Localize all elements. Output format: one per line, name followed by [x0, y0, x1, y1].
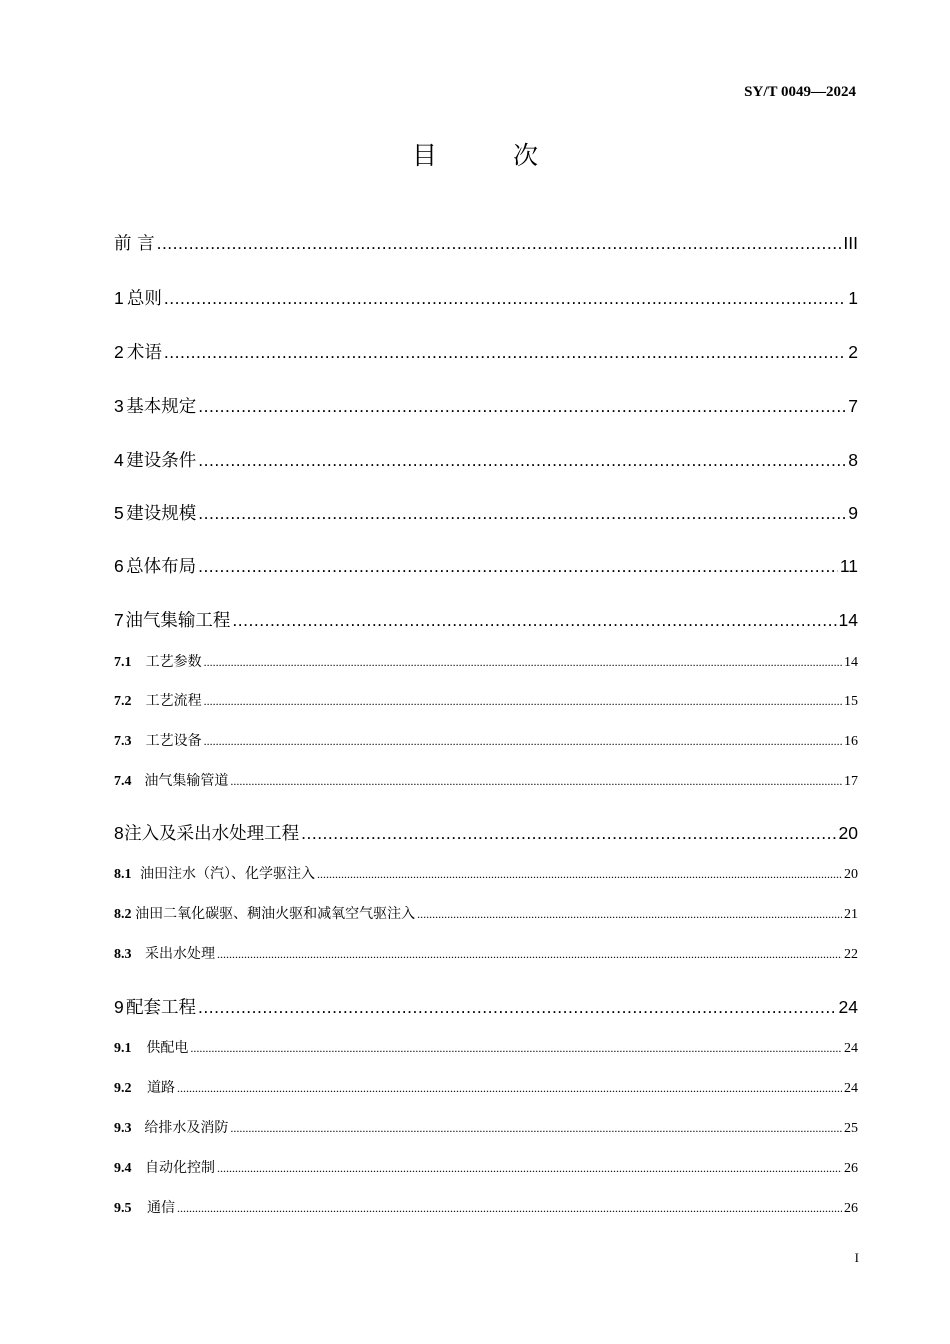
- toc-leader: [232, 610, 836, 631]
- toc-entry-number: 6: [114, 556, 124, 576]
- toc-entry-page: 15: [844, 694, 858, 709]
- toc-entry[interactable]: [114, 607, 858, 632]
- toc-entry-title: 建设规模: [126, 504, 197, 524]
- toc-entry-page: 16: [844, 734, 858, 749]
- toc-entry-number: 9.4: [114, 1161, 132, 1176]
- toc-title: 目 次: [412, 141, 572, 170]
- toc-entry-page: 14: [838, 610, 858, 630]
- toc-entry-title: 总体布局: [126, 557, 197, 577]
- toc-entry-title: 注入及采出水处理工程: [124, 824, 300, 844]
- toc-entry-number: 8.1: [114, 867, 132, 882]
- toc-entry-number: 7.3: [114, 734, 132, 749]
- toc-leader: [204, 734, 842, 749]
- toc-entry-title: 前 言: [114, 234, 155, 254]
- toc-entry[interactable]: [114, 447, 858, 472]
- toc-entry-number: 9.5: [114, 1201, 132, 1216]
- toc-entry[interactable]: [114, 339, 858, 364]
- toc-subentry[interactable]: [114, 730, 858, 750]
- toc-entry-title: 基本规定: [126, 397, 197, 417]
- toc-leader: [190, 1041, 842, 1056]
- toc-entry-title: 通信: [146, 1200, 175, 1216]
- toc-subentry[interactable]: [114, 1157, 858, 1177]
- toc-leader: [230, 1121, 842, 1136]
- toc-entry-title: 自动化控制: [145, 1160, 215, 1176]
- toc-entry-page: 24: [838, 997, 858, 1017]
- toc-entry-number: 2: [114, 342, 124, 362]
- toc-entry-page: 17: [844, 774, 858, 789]
- toc-entry-title: 总则: [126, 289, 162, 309]
- toc-entry-title: 工艺流程: [145, 693, 202, 709]
- toc-entry-page: 22: [844, 947, 858, 962]
- toc-leader: [157, 233, 842, 254]
- toc-leader: [204, 694, 842, 709]
- toc-entry-page: 24: [844, 1081, 858, 1096]
- toc-entry-page: 8: [848, 450, 858, 470]
- toc-subentry[interactable]: [114, 943, 858, 963]
- toc-entry[interactable]: [114, 393, 858, 418]
- toc-entry-number: 9: [114, 997, 124, 1017]
- toc-entry-number: 5: [114, 503, 124, 523]
- toc-subentry[interactable]: [114, 863, 858, 883]
- toc-entry-number: 7: [114, 610, 124, 630]
- toc-entry-title: 油田二氧化碳驱、稠油火驱和减氧空气驱注入: [135, 906, 416, 922]
- toc-subentry[interactable]: [114, 903, 858, 923]
- toc-entry-title: 给排水及消防: [144, 1120, 229, 1136]
- toc-entry-title: 配套工程: [126, 998, 197, 1018]
- toc-entry-page: 25: [844, 1121, 858, 1136]
- toc-leader: [317, 867, 842, 882]
- toc-entry[interactable]: [114, 500, 858, 525]
- toc-entry-page: 2: [848, 342, 858, 362]
- toc-entry[interactable]: [114, 994, 858, 1019]
- toc-leader: [204, 655, 842, 670]
- toc-entry-number: 7.2: [114, 694, 132, 709]
- toc-entry-page: III: [843, 233, 858, 253]
- toc-subentry[interactable]: [114, 770, 858, 790]
- toc-entry-page: 7: [848, 396, 858, 416]
- toc-entry-number: 9.3: [114, 1121, 132, 1136]
- toc-entry-number: 8.2: [114, 907, 132, 922]
- toc-entry-number: 1: [114, 288, 124, 308]
- toc-entry-title: 工艺设备: [145, 733, 202, 749]
- toc-leader: [177, 1081, 842, 1096]
- toc-entry-title: 油气集输工程: [125, 611, 231, 631]
- toc-subentry[interactable]: [114, 1117, 858, 1137]
- toc-entry-number: 9.1: [114, 1041, 132, 1056]
- toc-entry[interactable]: [114, 285, 858, 310]
- toc-entry-number: 3: [114, 396, 124, 416]
- toc-entry-page: 14: [844, 655, 858, 670]
- toc-entry-page: 26: [844, 1161, 858, 1176]
- toc-leader: [301, 823, 836, 844]
- toc-entry-number: 8: [114, 823, 124, 843]
- toc-leader: [198, 396, 846, 417]
- toc-entry-number: 7.1: [114, 655, 132, 670]
- toc-entry-title: 道路: [146, 1080, 175, 1096]
- toc-leader: [198, 450, 846, 471]
- toc-subentry[interactable]: [114, 651, 858, 671]
- toc-subentry[interactable]: [114, 690, 858, 710]
- toc-leader: [417, 907, 842, 922]
- toc-entry-title: 建设条件: [126, 451, 197, 471]
- toc-entry-page: 26: [844, 1201, 858, 1216]
- toc-entry[interactable]: [114, 820, 858, 845]
- toc-entry-number: 4: [114, 450, 124, 470]
- toc-entry-title: 油田注水（汽）、化学驱注入: [140, 866, 316, 882]
- toc-entry-number: 9.2: [114, 1081, 132, 1096]
- page-number: I: [854, 1250, 859, 1265]
- toc-subentry[interactable]: [114, 1077, 858, 1097]
- standard-code: SY/T 0049—2024: [744, 84, 856, 100]
- toc-entry-preface[interactable]: [114, 230, 858, 255]
- toc-entry-page: 24: [844, 1041, 858, 1056]
- toc-entry-number: 8.3: [114, 947, 132, 962]
- toc-entry-title: 供配电: [146, 1040, 189, 1056]
- toc-entry-page: 1: [848, 288, 858, 308]
- toc-leader: [198, 997, 836, 1018]
- toc-entry-title: 采出水处理: [145, 946, 215, 962]
- toc-leader: [230, 774, 842, 789]
- toc-entry[interactable]: [114, 553, 858, 578]
- toc-entry-page: 20: [838, 823, 858, 843]
- toc-leader: [217, 1161, 842, 1176]
- toc-entry-page: 20: [844, 867, 858, 882]
- toc-entry-number: 7.4: [114, 774, 132, 789]
- toc-subentry[interactable]: [114, 1037, 858, 1057]
- toc-leader: [164, 342, 846, 363]
- toc-entry-page: 9: [848, 503, 858, 523]
- toc-leader: [198, 503, 846, 524]
- toc-entry-title: 油气集输管道: [144, 773, 229, 789]
- toc-leader: [217, 947, 842, 962]
- toc-leader: [164, 288, 846, 309]
- toc-entry-page: 11: [839, 556, 858, 576]
- toc-entry-title: 工艺参数: [145, 654, 202, 670]
- toc-leader: [198, 556, 838, 577]
- toc-entry-title: 术语: [126, 343, 162, 363]
- toc-entry-page: 21: [844, 907, 858, 922]
- toc-subentry[interactable]: [114, 1197, 858, 1217]
- toc-leader: [177, 1201, 842, 1216]
